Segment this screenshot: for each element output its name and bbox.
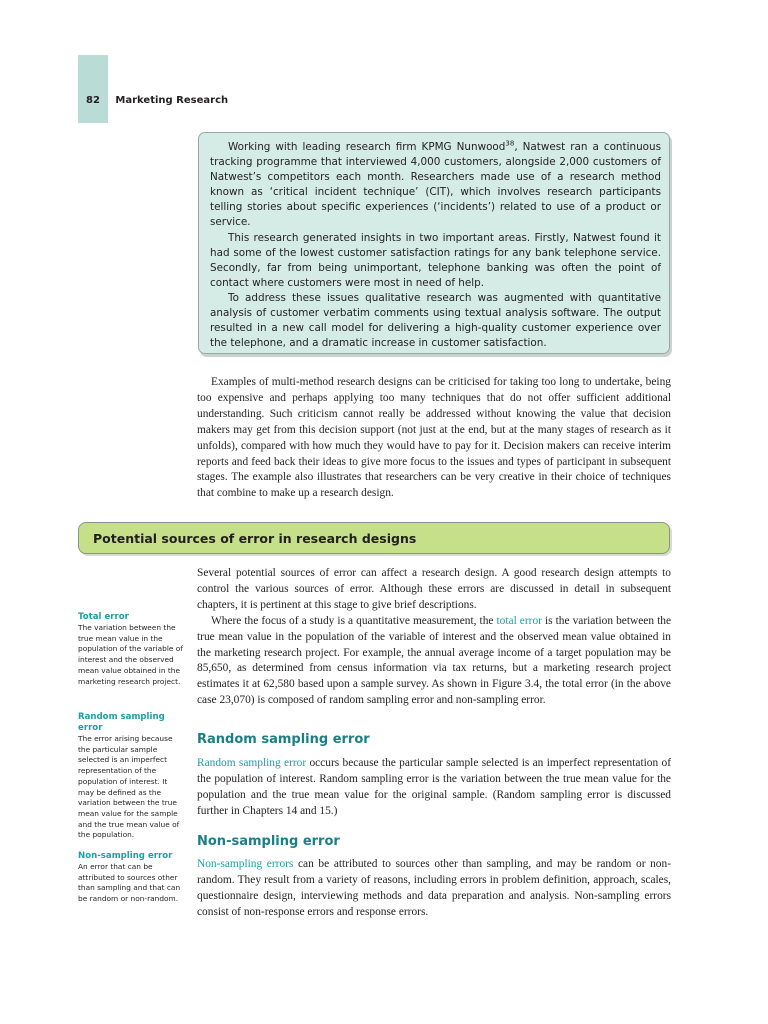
key-term-random-sampling-error: Random sampling error (197, 757, 307, 769)
body-text-run: is the variation between the true mean value in the population of the variable of interest and the observed mean value obtained in the marketing research project. For example, the annual average income of a target population may be 85,650, as determined from census information via tax returns, but a marketing research project estimates it at 62,580 based upon a sample survey. As shown in Figure 3.4, the total error (in the above case 23,070) is composed of random sampling error and non-sampling error. (197, 614, 671, 707)
case-text: , Natwest ran a continuous tracking programme that interviewed 4,000 customers, alongside 2,000 customers of Natwest’s competitors each month. Researchers made use of a research method known as ‘critical incident technique’ (CIT), which involves research participants telling stories about specific experiences (‘incidents’) related to use of a product or service. (210, 141, 662, 229)
body-text-run: Where the focus of a study is a quantitative measurement, the (211, 614, 497, 627)
margin-definition: An error that can be attributed to sources other than sampling and that can be random or non-random. (78, 862, 181, 904)
non-sampling-paragraph (197, 857, 671, 921)
body-text-run: occurs because the particular sample selected is an imperfect representation of the population of interest. Random sampling error is the variation between the true mean value for the population and the true mean value for the original sample. (Random sampling error is discussed further in Chapters 14 and 15.) (197, 757, 671, 817)
case-paragraph-3: To address these issues qualitative research was augmented with quantitative analysis of customer verbatim comments using textual analysis software. The output resulted in a new call model for delivering a high-quality customer experience over the telephone, and a dramatic increase in customer satisfaction. (210, 291, 661, 350)
margin-note-total-error (78, 612, 184, 687)
random-sampling-paragraph (197, 756, 671, 820)
page-tab-decoration (78, 55, 108, 123)
random-sampling-heading: Random sampling error (197, 732, 370, 747)
footnote-ref: 38 (505, 139, 515, 148)
section-paragraph-2 (197, 614, 671, 709)
intro-paragraph: Examples of multi-method research designs can be criticised for taking too long to undertake, being too expensive and perhaps applying too many techniques that do not offer sufficient additional understanding. Such criticism cannot really be addressed without knowing the value that decision makers may get from this decision support (not just at the end, but at the many stages of research as it unfolds), compared with how much they would have to pay for it. Decision makers can receive interim reports and feed back their ideas to give more focus to the issues and types of participant in subsequent stages. The example also illustrates that researchers can be very creative in their choice of techniques that combine to make up a research design. (197, 376, 671, 500)
case-paragraph-1 (210, 140, 661, 231)
intro-text (197, 375, 671, 502)
margin-term: Random sampling error (78, 712, 165, 733)
section-body (197, 566, 671, 709)
margin-definition: The error arising because the particular sample selected is an imperfect representation of the population of interest. It may be defined as the variation between the true mean value for the sample and the true mean value of the population. (78, 734, 180, 840)
page-number: 82 (86, 95, 100, 106)
book-title: Marketing Research (115, 95, 229, 106)
random-sampling-body (197, 756, 671, 820)
key-term-non-sampling-errors: Non-sampling errors (197, 858, 294, 870)
section-title: Potential sources of error in research designs (93, 530, 417, 546)
key-term-total-error: total error (496, 614, 542, 627)
margin-definition: The variation between the true mean value in the population of the variable of interest and the observed mean value obtained in the marketing research project. (78, 623, 183, 686)
margin-note-non-sampling-error (78, 851, 184, 905)
case-text: Working with leading research firm KPMG Nunwood (228, 141, 506, 153)
running-head (86, 95, 228, 106)
non-sampling-body (197, 857, 671, 921)
margin-term: Non-sampling error (78, 851, 173, 861)
non-sampling-heading: Non-sampling error (197, 834, 340, 849)
case-example-box (198, 132, 670, 354)
margin-note-random-sampling-error (78, 712, 184, 841)
section-heading-banner (78, 522, 670, 554)
body-text-run: can be attributed to sources other than sampling, and may be random or non-random. They result from a variety of reasons, including errors in problem definition, approach, scales, questionnaire design, interviewing methods and data preparation and analysis. Non-sampling errors consist of non-response errors and response errors. (197, 858, 671, 918)
margin-term: Total error (78, 612, 129, 622)
case-paragraph-2: This research generated insights in two important areas. Firstly, Natwest found it had some of the lowest customer satisfaction ratings for any bank telephone service. Secondly, far from being unimportant, telephone banking was often the point of contact where customers were most in need of help. (210, 231, 661, 289)
section-paragraph-1: Several potential sources of error can affect a research design. A good research design attempts to control the various sources of error. Although these errors are discussed in detail in subsequent chapters, it is pertinent at this stage to give brief descriptions. (197, 567, 671, 611)
